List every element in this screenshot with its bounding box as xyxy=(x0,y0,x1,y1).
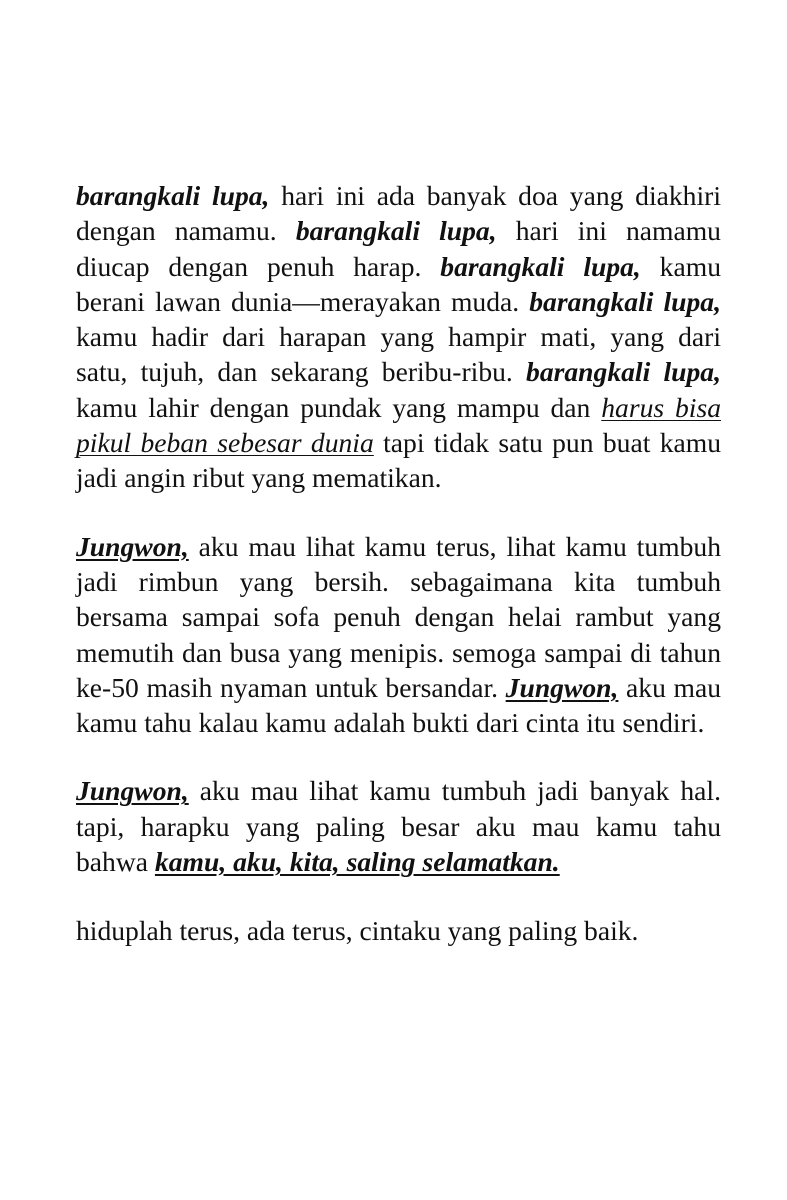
closing-emphasis: kamu, aku, kita, saling selamatkan. xyxy=(154,846,560,878)
emphasis-phrase: barangkali lupa, xyxy=(295,215,497,247)
closing-line: hiduplah terus, ada terus, cintaku yang paling baik. xyxy=(76,915,639,947)
underlined-phrase: harus bisa pikul beban sebesar dunia xyxy=(76,391,722,459)
document-body xyxy=(76,178,721,949)
name-emphasis: Jungwon, xyxy=(76,775,189,807)
emphasis-phrase: barangkali lupa, xyxy=(76,180,270,211)
body-text: tapi tidak satu pun buat kamu jadi angin ribut yang mematikan. xyxy=(76,427,721,494)
body-text: kamu berani lawan dunia—merayakan muda. xyxy=(76,250,721,317)
emphasis-phrase: barangkali lupa, xyxy=(529,285,722,317)
body-text: aku mau kamu tahu kalau kamu adalah bukti dari cinta itu sendiri. xyxy=(76,671,721,739)
body-text: hari ini namamu diucap dengan penuh harap. xyxy=(76,215,721,282)
emphasis-phrase: barangkali lupa, xyxy=(440,250,641,282)
body-text: kamu hadir dari harapan yang hampir mati, yang dari satu, tujuh, dan sekarang beribu-ribu. xyxy=(76,321,721,388)
body-text: aku mau lihat kamu tumbuh jadi banyak hal. tapi, harapku yang paling besar aku mau kamu tahu bahwa xyxy=(76,775,721,878)
paragraph-barangkali-lupa xyxy=(76,178,721,496)
emphasis-phrase: barangkali lupa, xyxy=(526,356,721,388)
body-text: kamu lahir dengan pundak yang mampu dan xyxy=(76,391,602,423)
body-text: hari ini ada banyak doa yang diakhiri dengan namamu. xyxy=(76,180,721,247)
name-emphasis: Jungwon, xyxy=(76,530,189,562)
name-emphasis: Jungwon, xyxy=(505,671,619,703)
paragraph-closing xyxy=(76,913,721,948)
paragraph-jungwon-1 xyxy=(76,529,721,741)
paragraph-jungwon-2 xyxy=(76,773,721,879)
body-text: aku mau lihat kamu terus, lihat kamu tumbuh jadi rimbun yang bersih. sebagaimana kita tumbuh bersama sampai sofa penuh dengan helai rambut yang memutih dan busa yang menipis. semoga sampai di tahun ke-50 masih nyaman untuk bersandar. xyxy=(76,530,721,703)
